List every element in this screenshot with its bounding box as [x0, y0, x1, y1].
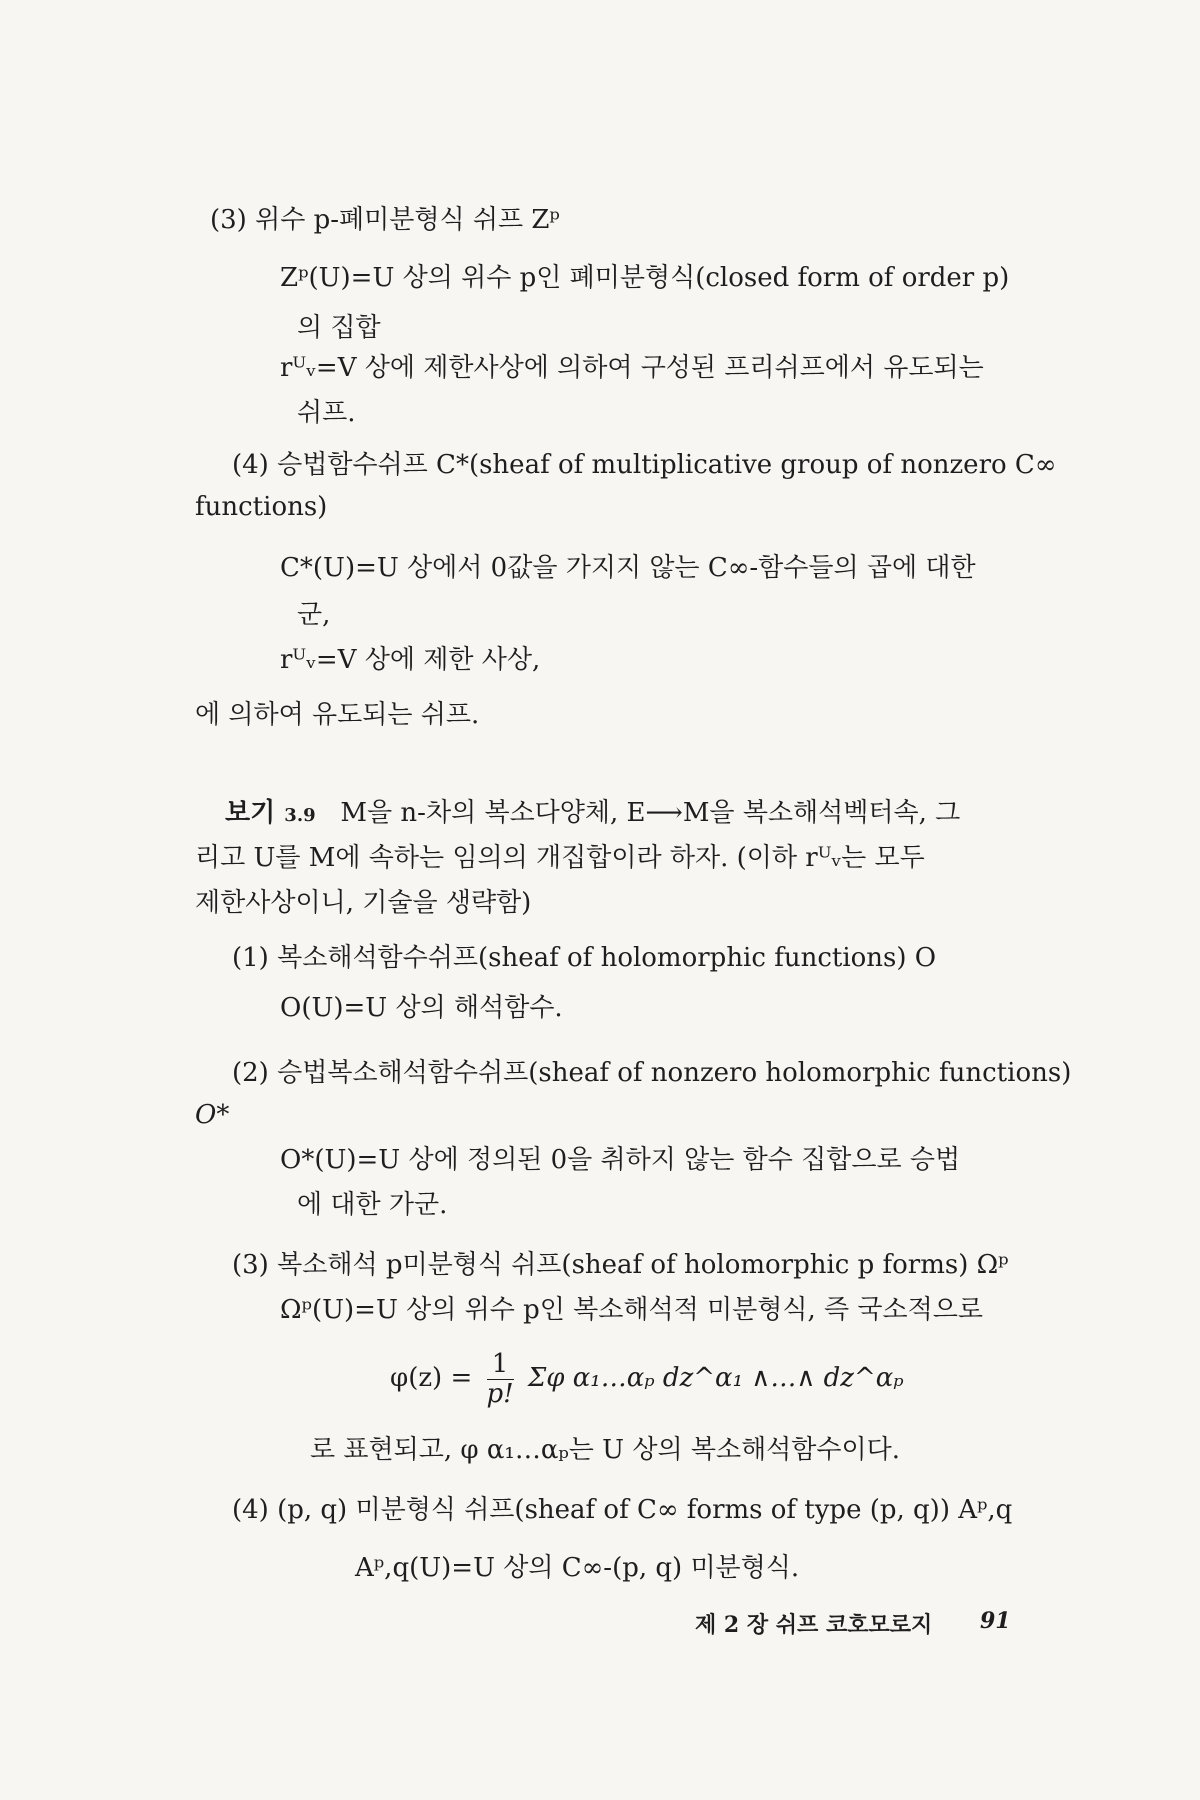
item-4-heading: (4) 승법함수쉬프 C*(sheaf of multiplicative group of nonzero C∞	[232, 450, 1057, 480]
example-intro-p3: 제한사상이니, 기술을 생략함)	[195, 888, 532, 918]
item-4-heading-cont: functions)	[195, 492, 328, 522]
item-4-definition-line1: C*(U)=U 상에서 0값을 가지지 않는 C∞-함수들의 곱에 대한	[280, 553, 976, 583]
ex-item-3-definition-line2: 로 표현되고, φ α₁…αₚ는 U 상의 복소해석함수이다.	[310, 1435, 901, 1465]
ex-item-1-heading: (1) 복소해석함수쉬프(sheaf of holomorphic functions) O	[232, 943, 937, 973]
example-intro-p1: M을 n-차의 복소다양체, E⟶M을 복소해석벡터속, 그	[340, 798, 961, 828]
section-closing: 에 의하여 유도되는 쉬프.	[195, 700, 480, 730]
ex-item-1-definition: O(U)=U 상의 해석함수.	[280, 993, 563, 1023]
ex-item-4-heading: (4) (p, q) 미분형식 쉬프(sheaf of C∞ forms of type (p, q)) Aᵖ,q	[232, 1495, 1013, 1525]
item-3-definition-line2: rᵁᵥ=V 상에 제한사상에 의하여 구성된 프리쉬프에서 유도되는	[280, 353, 984, 383]
item-3-definition-line1: Zᵖ(U)=U 상의 위수 p인 폐미분형식(closed form of order p)	[280, 263, 1010, 293]
formula-fraction	[487, 1350, 514, 1408]
formula-denominator: p!	[486, 1378, 514, 1409]
ex-item-2-heading: (2) 승법복소해석함수쉬프(sheaf of nonzero holomorphic functions)	[232, 1058, 1072, 1088]
formula-numerator: 1	[487, 1350, 514, 1380]
formula-rhs: Σφ α₁…αₚ dz^α₁ ∧…∧ dz^αₚ	[527, 1363, 904, 1394]
ex-item-2-heading-cont: O*	[195, 1100, 230, 1130]
item-3-heading: (3) 위수 p-폐미분형식 쉬프 Zᵖ	[210, 205, 560, 235]
chapter-title: 제 2 장 쉬프 코호모로지	[695, 1612, 933, 1638]
item-3-definition-line1b: 의 집합	[297, 313, 381, 343]
ex-item-4-definition: Aᵖ,q(U)=U 상의 C∞-(p, q) 미분형식.	[355, 1553, 800, 1583]
formula-lhs: φ(z) =	[390, 1363, 473, 1394]
formula-phi	[390, 1350, 904, 1408]
example-3-9-line1	[225, 798, 960, 829]
ex-item-2-definition-line1: O*(U)=U 상에 정의된 0을 취하지 않는 함수 집합으로 승법	[280, 1145, 961, 1175]
example-intro-p2: 리고 U를 M에 속하는 임의의 개집합이라 하자. (이하 rᵁᵥ는 모두	[195, 843, 925, 873]
ex-item-3-heading: (3) 복소해석 p미분형식 쉬프(sheaf of holomorphic p forms) Ωᵖ	[232, 1250, 1009, 1280]
ex-item-3-definition-line1: Ωᵖ(U)=U 상의 위수 p인 복소해석적 미분형식, 즉 국소적으로	[280, 1295, 983, 1325]
ex-item-2-definition-line1b: 에 대한 가군.	[297, 1190, 448, 1220]
item-4-definition-line2: rᵁᵥ=V 상에 제한 사상,	[280, 645, 541, 675]
item-3-definition-line2b: 쉬프.	[297, 398, 356, 428]
item-4-definition-line1b: 군,	[297, 600, 331, 630]
page-number: 91	[980, 1608, 1011, 1634]
example-label: 보기 3.9	[225, 798, 316, 828]
